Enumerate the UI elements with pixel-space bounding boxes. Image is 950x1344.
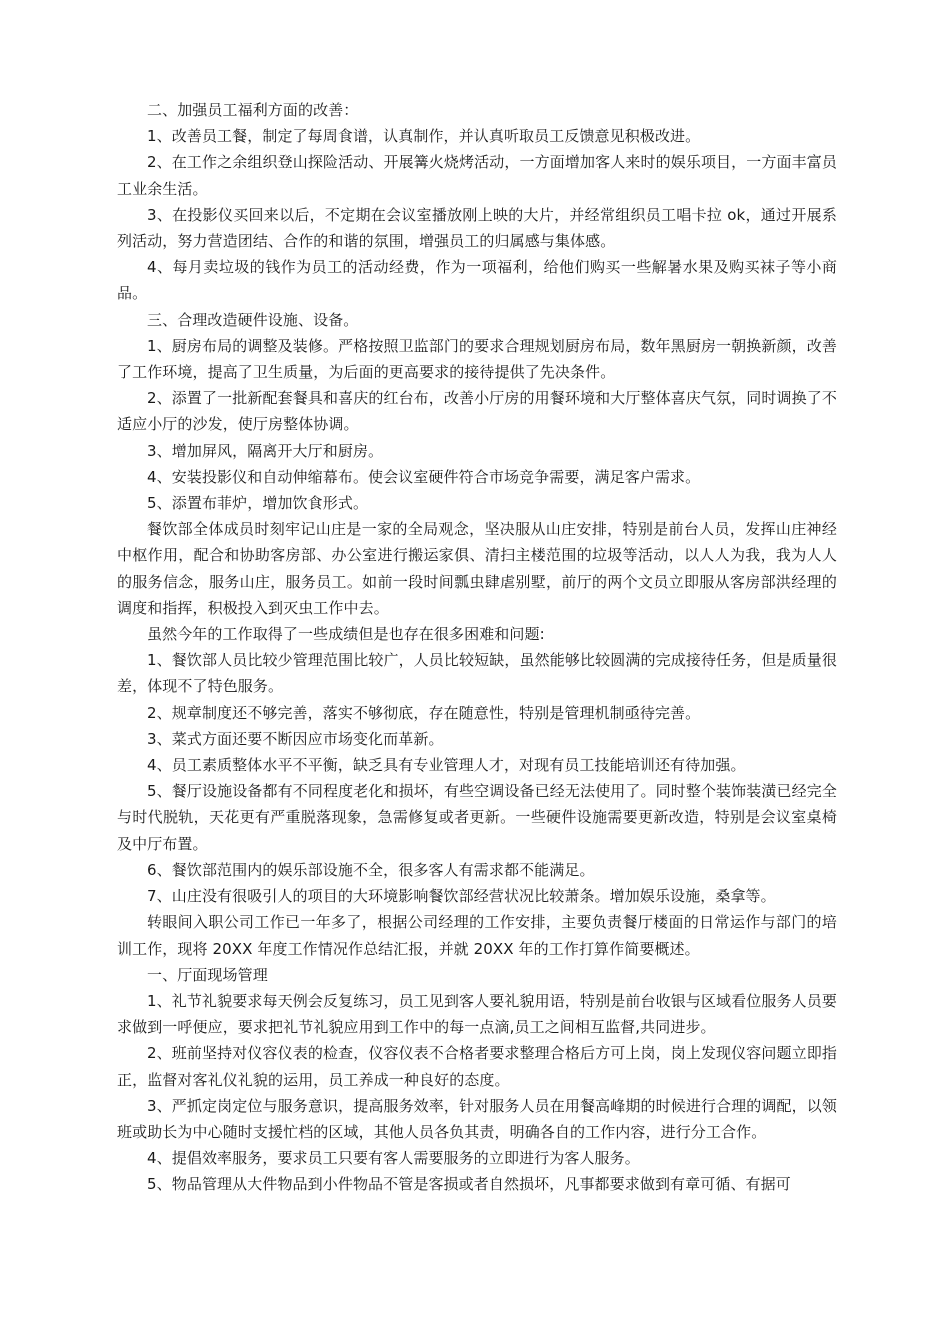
paragraph: 5、餐厅设施设备都有不同程度老化和损坏，有些空调设备已经无法使用了。同时整个装饰装潢已经完全与时代脱轨，天花更有严重脱落现象，急需修复或者更新。一些硬件设施需要更新改造，特别是会议室桌椅及中厅布置。 — [117, 782, 837, 853]
paragraph: 虽然今年的工作取得了一些成绩但是也存在很多困难和问题: — [147, 625, 545, 644]
paragraph: 4、提倡效率服务，要求员工只要有客人需要服务的立即进行为客人服务。 — [147, 1149, 640, 1168]
paragraph: 4、安装投影仪和自动伸缩幕布。使会议室硬件符合市场竞争需要，满足客户需求。 — [147, 467, 701, 486]
paragraph: 1、改善员工餐，制定了每周食谱，认真制作，并认真听取员工反馈意见积极改进。 — [147, 127, 701, 146]
paragraph: 转眼间入职公司工作已一年多了，根据公司经理的工作安排，主要负责餐厅楼面的日常运作与部门的培训工作，现将 20XX 年度工作情况作总结汇报，并就 20XX 年的工作打算作简要概述。 — [117, 913, 837, 958]
document-page — [117, 97, 837, 1198]
paragraph: 7、山庄没有很吸引人的项目的大环境影响餐饮部经营状况比较萧条。增加娱乐设施，桑拿等。 — [147, 887, 776, 906]
paragraph: 三、合理改造硬件设施、设备。 — [147, 310, 359, 329]
paragraph: 3、在投影仪买回来以后，不定期在会议室播放刚上映的大片，并经常组织员工唱卡拉 ok，通过开展系列活动，努力营造团结、合作的和谐的氛围，增强员工的归属感与集体感。 — [117, 205, 837, 251]
paragraph: 3、严抓定岗定位与服务意识，提高服务效率，针对服务人员在用餐高峰期的时候进行合理的调配，以领班或助长为中心随时支援忙档的区域，其他人员各负其责，明确各自的工作内容，进行分工合作。 — [117, 1096, 837, 1141]
paragraph: 6、餐饮部范围内的娱乐部设施不全，很多客人有需求都不能满足。 — [147, 860, 595, 879]
paragraph: 4、员工素质整体水平不平衡，缺乏具有专业管理人才，对现有员工技能培训还有待加强。 — [147, 756, 746, 775]
paragraph: 1、厨房布局的调整及装修。严格按照卫监部门的要求合理规划厨房布局，数年黑厨房一朝换新颜，改善了工作环境，提高了卫生质量，为后面的更高要求的接待提供了先决条件。 — [117, 336, 837, 382]
paragraph: 一、厅面现场管理 — [147, 965, 268, 984]
paragraph: 餐饮部全体成员时刻牢记山庄是一家的全局观念，坚决服从山庄安排，特别是前台人员，发挥山庄神经中枢作用，配合和协助客房部、办公室进行搬运家俱、清扫主楼范围的垃圾等活动，以人人为我，我为人人的服务信念，服务山庄，服务员工。如前一段时间瓢虫肆虐别墅，前厅的两个文员立即服从客房部洪经理的调度和指挥，积极投入到灭虫工作中去。 — [117, 520, 837, 617]
paragraph: 2、在工作之余组织登山探险活动、开展篝火烧烤活动，一方面增加客人来时的娱乐项目，一方面丰富员工业余生活。 — [117, 153, 837, 198]
paragraph: 5、物品管理从大件物品到小件物品不管是客损或者自然损坏，凡事都要求做到有章可循、有据可 — [147, 1175, 791, 1194]
paragraph: 5、添置布菲炉，增加饮食形式。 — [147, 494, 369, 513]
paragraph: 2、规章制度还不够完善，落实不够彻底，存在随意性，特别是管理机制亟待完善。 — [147, 703, 701, 722]
paragraph: 1、礼节礼貌要求每天例会反复练习，员工见到客人要礼貌用语，特别是前台收银与区域看位服务人员要求做到一呼便应，要求把礼节礼貌应用到工作中的每一点滴,员工之间相互监督,共同进步。 — [117, 991, 837, 1037]
paragraph: 4、每月卖垃圾的钱作为员工的活动经费，作为一项福利，给他们购买一些解暑水果及购买袜子等小商品。 — [117, 258, 837, 303]
paragraph: 3、增加屏风，隔离开大厅和厨房。 — [147, 441, 384, 460]
paragraph: 1、餐饮部人员比较少管理范围比较广，人员比较短缺，虽然能够比较圆满的完成接待任务，但是质量很差，体现不了特色服务。 — [117, 651, 837, 696]
paragraph: 二、加强员工福利方面的改善： — [147, 101, 359, 119]
paragraph: 3、菜式方面还要不断因应市场变化而革新。 — [147, 729, 444, 748]
paragraph: 2、班前坚持对仪容仪表的检查，仪容仪表不合格者要求整理合格后方可上岗，岗上发现仪容问题立即指正，监督对客礼仪礼貌的运用，员工养成一种良好的态度。 — [117, 1044, 837, 1089]
paragraph: 2、添置了一批新配套餐具和喜庆的红台布，改善小厅房的用餐环境和大厅整体喜庆气氛，同时调换了不适应小厅的沙发，使厅房整体协调。 — [117, 389, 837, 434]
